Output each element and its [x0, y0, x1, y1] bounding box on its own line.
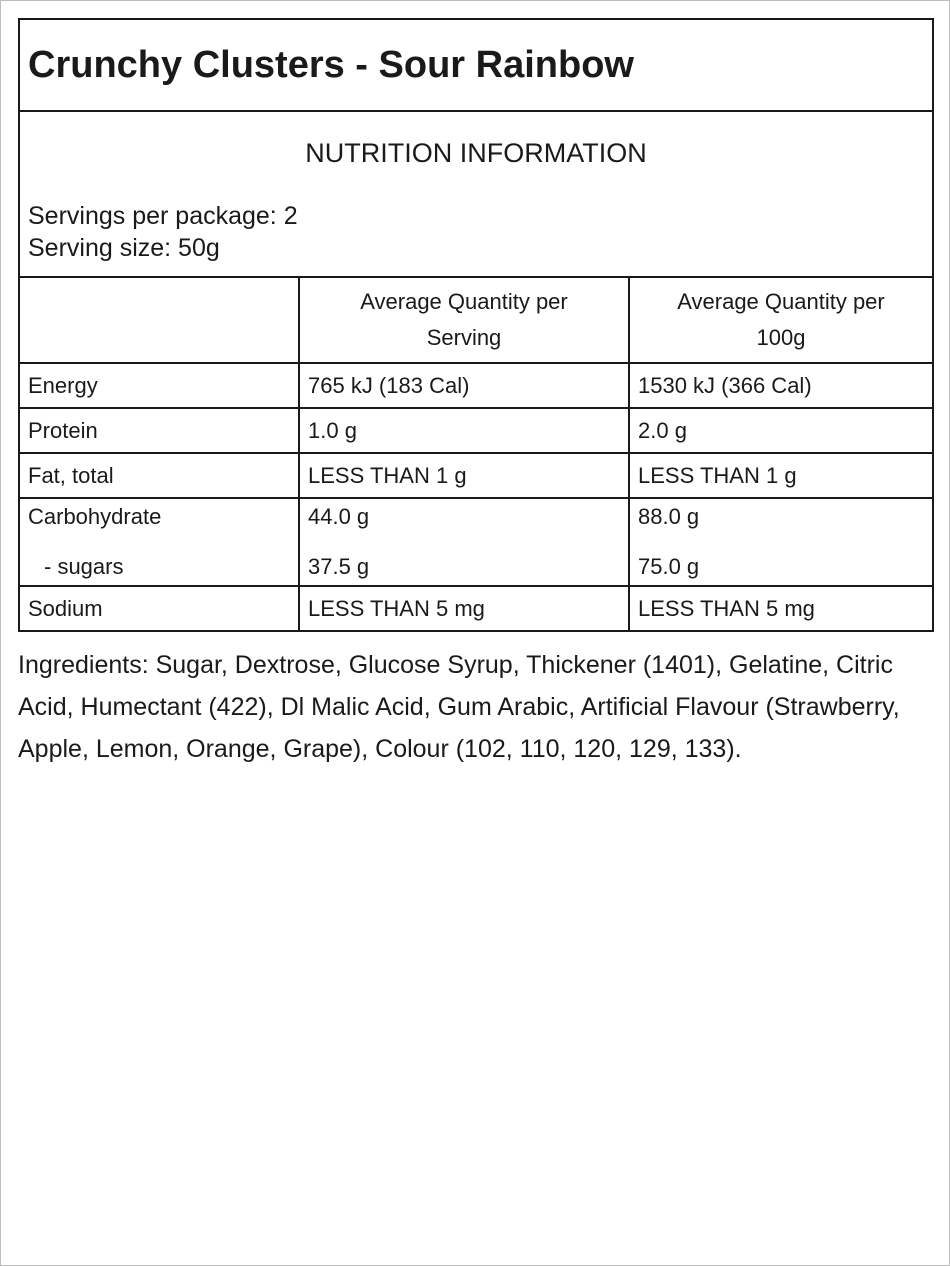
servings-per-package: Servings per package: 2	[28, 202, 298, 230]
table-row	[20, 363, 932, 408]
per-100g-value: LESS THAN 5 mg	[629, 586, 932, 631]
table-row	[20, 498, 932, 586]
column-header-per-serving: Average Quantity per Serving	[299, 278, 629, 363]
sub-per-100g-value: 75.0 g	[638, 554, 700, 579]
per-100g-value: 2.0 g	[629, 408, 932, 453]
table-row	[20, 453, 932, 498]
per-serving-value: LESS THAN 5 mg	[299, 586, 629, 631]
product-title: Crunchy Clusters - Sour Rainbow	[20, 20, 932, 112]
per-serving-value: 1.0 g	[299, 408, 629, 453]
per-100g-value: 88.0 g	[638, 504, 700, 529]
per-100g-value: 1530 kJ (366 Cal)	[629, 363, 932, 408]
nutrition-panel	[18, 18, 934, 632]
per-serving-value: 765 kJ (183 Cal)	[299, 363, 629, 408]
nutrient-name: Protein	[20, 408, 299, 453]
column-header-per-100g: Average Quantity per 100g	[629, 278, 932, 363]
sub-per-serving-value: 37.5 g	[308, 554, 370, 579]
nutrient-name: Sodium	[20, 586, 299, 631]
nutrient-name: Carbohydrate	[28, 504, 162, 529]
per-serving-value: LESS THAN 1 g	[299, 453, 629, 498]
per-100g-value: LESS THAN 1 g	[629, 453, 932, 498]
nutrition-table	[20, 278, 932, 632]
table-header-row	[20, 278, 932, 363]
nutrition-header	[20, 112, 932, 278]
column-header-nutrient	[20, 278, 299, 363]
per-serving-value: 44.0 g	[308, 504, 370, 529]
nutrition-heading: NUTRITION INFORMATION	[305, 138, 647, 168]
nutrient-name: Energy	[20, 363, 299, 408]
nutrient-name: Fat, total	[20, 453, 299, 498]
table-row	[20, 408, 932, 453]
table-row	[20, 586, 932, 631]
serving-size: Serving size: 50g	[28, 234, 220, 262]
ingredients-text: Ingredients: Sugar, Dextrose, Glucose Syrup, Thickener (1401), Gelatine, Citric Acid, Humectant (422), Dl Malic Acid, Gum Arabic, Artificial Flavour (Strawberry, Apple, Lemon, Orange, Grape), Colour (102, 110, 120, 129, 133).	[18, 651, 900, 763]
sub-nutrient-name: - sugars	[44, 554, 124, 579]
